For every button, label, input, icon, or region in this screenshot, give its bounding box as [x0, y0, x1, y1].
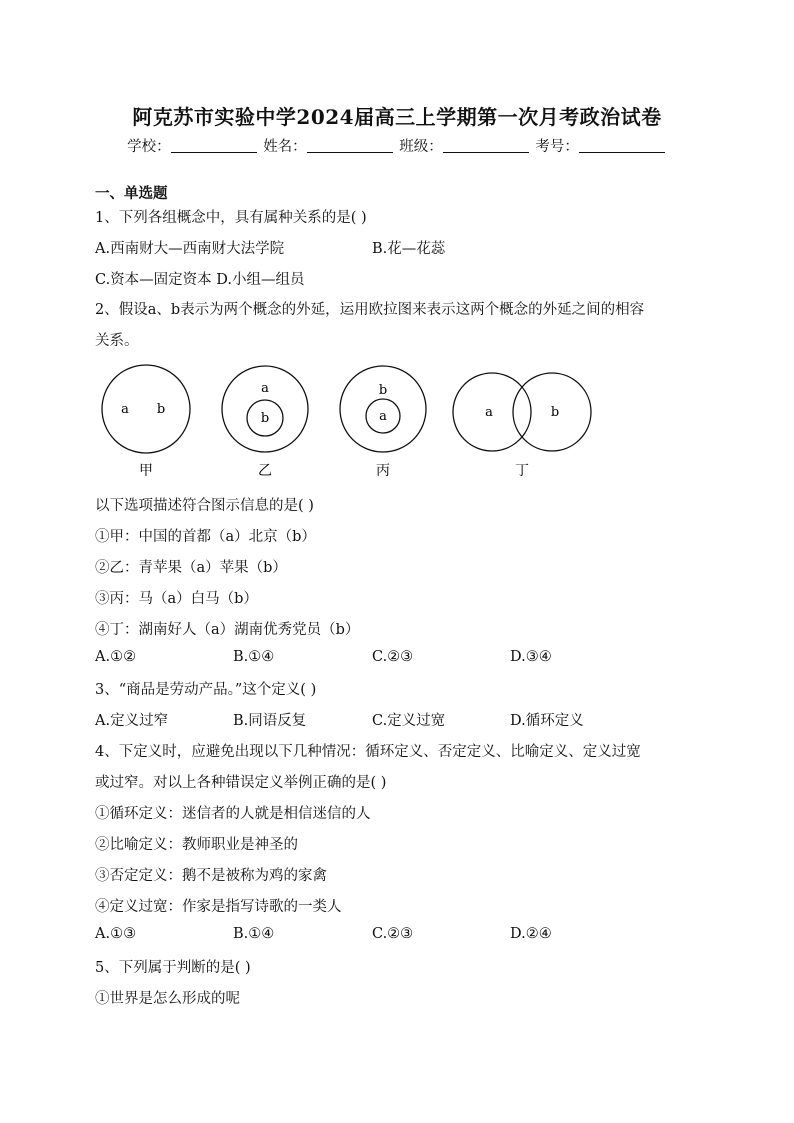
school-label: 学校： — [127, 139, 171, 155]
q4-stem-line2: 或过窄。对以上各种错误定义举例正确的是( ) — [95, 775, 387, 791]
q3-option-c: C.定义过宽 — [372, 713, 446, 729]
q4-option-c: C.②③ — [372, 926, 414, 942]
label-ding-a: a — [485, 405, 493, 420]
q2-stem-line2: 关系。 — [95, 333, 139, 349]
number-label: 考号： — [535, 139, 579, 155]
euler-diagram-jia — [102, 365, 190, 479]
label-bing-outer: b — [378, 383, 388, 398]
q3-stem: 3、“商品是劳动产品。”这个定义( ) — [95, 682, 317, 698]
q3-option-d: D.循环定义 — [510, 713, 584, 729]
q3-option-a: A.定义过窄 — [95, 713, 169, 729]
q5-stem: 5、下列属于判断的是( ) — [95, 960, 251, 976]
q1-option-a: A.西南财大—西南财大法学院 — [95, 241, 285, 257]
label-ding-b: b — [550, 405, 560, 420]
number-blank[interactable] — [579, 138, 665, 153]
section-heading: 一、单选题 — [95, 185, 168, 202]
q2-prompt: 以下选项描述符合图示信息的是( ) — [95, 498, 314, 514]
euler-diagrams — [90, 360, 610, 485]
label-jia-b: b — [156, 402, 166, 417]
q4-stem-line1: 4、下定义时，应避免出现以下几种情况：循环定义、否定定义、比喻定义、定义过宽 — [95, 744, 641, 760]
q2-statement-2: ②乙：青苹果（a）苹果（b） — [95, 560, 287, 576]
circle-jia — [102, 365, 190, 453]
q4-option-d: D.②④ — [510, 926, 552, 942]
q2-statement-4: ④丁：湖南好人（a）湖南优秀党员（b） — [95, 622, 360, 638]
q1-option-b: B.花—花蕊 — [372, 241, 446, 257]
q4-statement-1: ①循环定义：迷信者的人就是相信迷信的人 — [95, 806, 371, 822]
name-label: 姓名： — [263, 139, 307, 155]
exam-title: 阿克苏市实验中学2024届高三上学期第一次月考政治试卷 — [132, 105, 662, 129]
label-yi-outer: a — [261, 381, 269, 396]
caption-jia: 甲 — [139, 463, 153, 479]
label-jia-a: a — [121, 402, 129, 417]
name-blank[interactable] — [307, 138, 393, 153]
q2-statement-3: ③丙：马（a）白马（b） — [95, 591, 258, 607]
euler-diagram-yi — [222, 366, 308, 479]
euler-diagram-ding — [453, 373, 591, 479]
class-label: 班级： — [399, 139, 443, 155]
student-info-line — [0, 135, 794, 156]
q1-options-cd: C.资本—固定资本 D.小组—组员 — [95, 272, 305, 288]
label-yi-inner: b — [260, 411, 270, 426]
q3-option-b: B.同语反复 — [233, 713, 307, 729]
q4-statement-4: ④定义过宽：作家是指写诗歌的一类人 — [95, 899, 342, 915]
class-blank[interactable] — [443, 138, 529, 153]
outer-circle-yi — [222, 366, 308, 452]
q2-option-d: D.③④ — [510, 649, 552, 665]
label-bing-inner: a — [379, 409, 387, 424]
q2-option-a: A.①② — [95, 649, 137, 665]
school-blank[interactable] — [171, 138, 257, 153]
q2-stem-line1: 2、假设a、b表示为两个概念的外延，运用欧拉图来表示这两个概念的外延之间的相容 — [95, 302, 645, 318]
q2-option-b: B.①④ — [233, 649, 275, 665]
caption-ding: 丁 — [515, 463, 529, 479]
q2-option-c: C.②③ — [372, 649, 414, 665]
q4-option-a: A.①③ — [95, 926, 137, 942]
caption-yi: 乙 — [258, 463, 272, 479]
q2-statement-1: ①甲：中国的首都（a）北京（b） — [95, 529, 316, 545]
q5-statement-1: ①世界是怎么形成的呢 — [95, 991, 240, 1007]
caption-bing: 丙 — [376, 463, 390, 479]
q1-stem: 1、下列各组概念中，具有属种关系的是( ) — [95, 210, 367, 226]
euler-diagram-bing — [340, 366, 426, 479]
q4-statement-2: ②比喻定义：教师职业是神圣的 — [95, 837, 298, 853]
q4-option-b: B.①④ — [233, 926, 275, 942]
q4-statement-3: ③否定定义：鹅不是被称为鸡的家禽 — [95, 868, 327, 884]
